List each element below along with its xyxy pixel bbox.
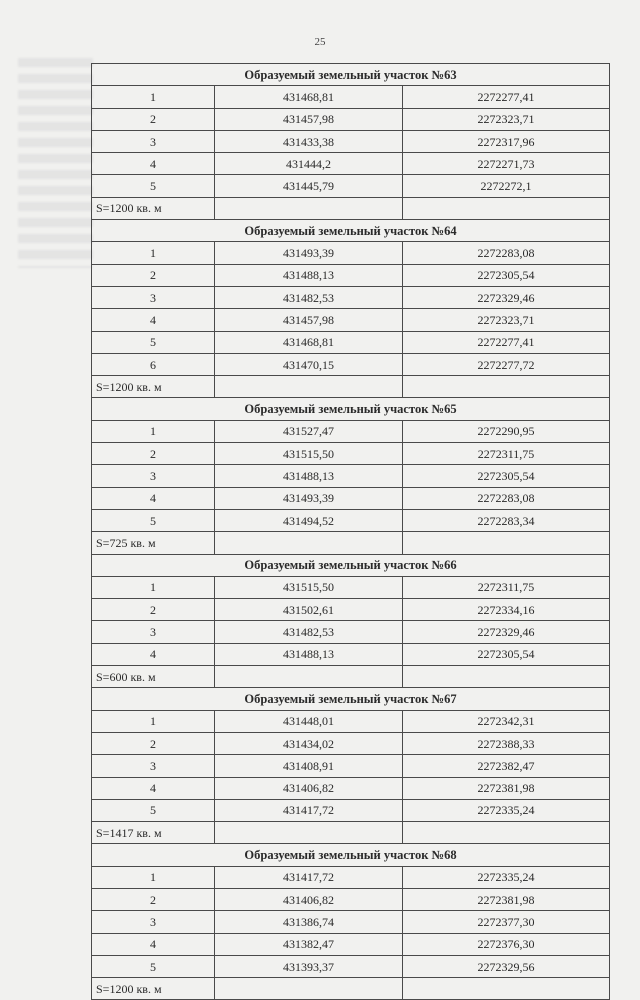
x-coordinate: 431482,53	[215, 621, 403, 643]
plot-area: S=1200 кв. м	[92, 376, 215, 398]
y-coordinate: 2272329,56	[403, 955, 610, 977]
plot-title: Образуемый земельный участок №63	[92, 64, 610, 86]
area-row	[92, 532, 610, 554]
point-number: 4	[92, 487, 215, 509]
x-coordinate: 431527,47	[215, 420, 403, 442]
x-coordinate: 431382,47	[215, 933, 403, 955]
point-number: 2	[92, 264, 215, 286]
y-coordinate: 2272311,75	[403, 443, 610, 465]
plot-area: S=1200 кв. м	[92, 197, 215, 219]
point-number: 1	[92, 86, 215, 108]
point-number: 4	[92, 643, 215, 665]
table-row	[92, 755, 610, 777]
point-number: 3	[92, 755, 215, 777]
x-coordinate: 431488,13	[215, 465, 403, 487]
table-row	[92, 353, 610, 375]
point-number: 4	[92, 933, 215, 955]
table-row	[92, 108, 610, 130]
point-number: 1	[92, 420, 215, 442]
point-number: 2	[92, 599, 215, 621]
y-coordinate: 2272272,1	[403, 175, 610, 197]
empty-cell	[403, 822, 610, 844]
point-number: 3	[92, 911, 215, 933]
y-coordinate: 2272335,24	[403, 799, 610, 821]
table-row	[92, 286, 610, 308]
empty-cell	[215, 666, 403, 688]
y-coordinate: 2272335,24	[403, 866, 610, 888]
y-coordinate: 2272277,72	[403, 353, 610, 375]
table-row	[92, 465, 610, 487]
x-coordinate: 431457,98	[215, 309, 403, 331]
x-coordinate: 431493,39	[215, 487, 403, 509]
x-coordinate: 431515,50	[215, 576, 403, 598]
point-number: 4	[92, 309, 215, 331]
x-coordinate: 431393,37	[215, 955, 403, 977]
empty-cell	[215, 197, 403, 219]
table-row	[92, 710, 610, 732]
empty-cell	[403, 666, 610, 688]
x-coordinate: 431502,61	[215, 599, 403, 621]
plot-title: Образуемый земельный участок №64	[92, 220, 610, 242]
y-coordinate: 2272277,41	[403, 331, 610, 353]
x-coordinate: 431444,2	[215, 153, 403, 175]
point-number: 3	[92, 130, 215, 152]
x-coordinate: 431434,02	[215, 732, 403, 754]
y-coordinate: 2272381,98	[403, 777, 610, 799]
x-coordinate: 431448,01	[215, 710, 403, 732]
x-coordinate: 431470,15	[215, 353, 403, 375]
table-row	[92, 866, 610, 888]
point-number: 5	[92, 509, 215, 531]
point-number: 2	[92, 108, 215, 130]
plot-area: S=600 кв. м	[92, 666, 215, 688]
x-coordinate: 431406,82	[215, 888, 403, 910]
y-coordinate: 2272382,47	[403, 755, 610, 777]
y-coordinate: 2272329,46	[403, 621, 610, 643]
y-coordinate: 2272283,08	[403, 242, 610, 264]
table-row	[92, 86, 610, 108]
table-row	[92, 576, 610, 598]
table-row	[92, 487, 610, 509]
x-coordinate: 431494,52	[215, 509, 403, 531]
point-number: 3	[92, 621, 215, 643]
plot-area: S=725 кв. м	[92, 532, 215, 554]
point-number: 1	[92, 576, 215, 598]
y-coordinate: 2272305,54	[403, 264, 610, 286]
table-row	[92, 309, 610, 331]
empty-cell	[403, 376, 610, 398]
point-number: 5	[92, 331, 215, 353]
y-coordinate: 2272311,75	[403, 576, 610, 598]
point-number: 5	[92, 955, 215, 977]
table-row	[92, 732, 610, 754]
table-row	[92, 599, 610, 621]
table-row	[92, 443, 610, 465]
y-coordinate: 2272377,30	[403, 911, 610, 933]
plot-title: Образуемый земельный участок №66	[92, 554, 610, 576]
x-coordinate: 431457,98	[215, 108, 403, 130]
x-coordinate: 431417,72	[215, 799, 403, 821]
area-row	[92, 978, 610, 1000]
empty-cell	[403, 532, 610, 554]
coordinates-table	[91, 63, 610, 1000]
plot-header-row	[92, 220, 610, 242]
y-coordinate: 2272305,54	[403, 465, 610, 487]
y-coordinate: 2272329,46	[403, 286, 610, 308]
point-number: 3	[92, 465, 215, 487]
empty-cell	[215, 376, 403, 398]
table-row	[92, 955, 610, 977]
plot-header-row	[92, 844, 610, 866]
x-coordinate: 431386,74	[215, 911, 403, 933]
x-coordinate: 431408,91	[215, 755, 403, 777]
point-number: 2	[92, 443, 215, 465]
table-row	[92, 933, 610, 955]
area-row	[92, 666, 610, 688]
point-number: 5	[92, 175, 215, 197]
point-number: 2	[92, 732, 215, 754]
plot-title: Образуемый земельный участок №68	[92, 844, 610, 866]
y-coordinate: 2272317,96	[403, 130, 610, 152]
x-coordinate: 431482,53	[215, 286, 403, 308]
y-coordinate: 2272323,71	[403, 309, 610, 331]
table-row	[92, 799, 610, 821]
y-coordinate: 2272290,95	[403, 420, 610, 442]
table-row	[92, 509, 610, 531]
y-coordinate: 2272283,08	[403, 487, 610, 509]
table-row	[92, 331, 610, 353]
x-coordinate: 431406,82	[215, 777, 403, 799]
point-number: 5	[92, 799, 215, 821]
coordinates-table-body	[92, 64, 610, 1000]
table-row	[92, 911, 610, 933]
table-row	[92, 175, 610, 197]
y-coordinate: 2272277,41	[403, 86, 610, 108]
point-number: 4	[92, 153, 215, 175]
plot-title: Образуемый земельный участок №65	[92, 398, 610, 420]
y-coordinate: 2272381,98	[403, 888, 610, 910]
area-row	[92, 376, 610, 398]
table-row	[92, 888, 610, 910]
point-number: 2	[92, 888, 215, 910]
area-row	[92, 822, 610, 844]
table-row	[92, 153, 610, 175]
y-coordinate: 2272388,33	[403, 732, 610, 754]
empty-cell	[215, 978, 403, 1000]
plot-header-row	[92, 64, 610, 86]
point-number: 4	[92, 777, 215, 799]
table-row	[92, 420, 610, 442]
plot-header-row	[92, 688, 610, 710]
y-coordinate: 2272283,34	[403, 509, 610, 531]
point-number: 1	[92, 710, 215, 732]
plot-header-row	[92, 554, 610, 576]
table-row	[92, 130, 610, 152]
x-coordinate: 431468,81	[215, 86, 403, 108]
page-number: 25	[314, 36, 326, 48]
plot-area: S=1417 кв. м	[92, 822, 215, 844]
table-row	[92, 242, 610, 264]
y-coordinate: 2272376,30	[403, 933, 610, 955]
x-coordinate: 431433,38	[215, 130, 403, 152]
empty-cell	[403, 197, 610, 219]
plot-header-row	[92, 398, 610, 420]
point-number: 1	[92, 242, 215, 264]
y-coordinate: 2272342,31	[403, 710, 610, 732]
empty-cell	[215, 822, 403, 844]
table-row	[92, 264, 610, 286]
plot-title: Образуемый земельный участок №67	[92, 688, 610, 710]
table-row	[92, 777, 610, 799]
x-coordinate: 431445,79	[215, 175, 403, 197]
y-coordinate: 2272271,73	[403, 153, 610, 175]
x-coordinate: 431493,39	[215, 242, 403, 264]
y-coordinate: 2272334,16	[403, 599, 610, 621]
point-number: 6	[92, 353, 215, 375]
table-row	[92, 621, 610, 643]
x-coordinate: 431488,13	[215, 264, 403, 286]
table-row	[92, 643, 610, 665]
x-coordinate: 431417,72	[215, 866, 403, 888]
plot-area: S=1200 кв. м	[92, 978, 215, 1000]
y-coordinate: 2272305,54	[403, 643, 610, 665]
bleed-through-shadow	[18, 58, 93, 268]
x-coordinate: 431488,13	[215, 643, 403, 665]
point-number: 1	[92, 866, 215, 888]
point-number: 3	[92, 286, 215, 308]
x-coordinate: 431515,50	[215, 443, 403, 465]
empty-cell	[403, 978, 610, 1000]
x-coordinate: 431468,81	[215, 331, 403, 353]
empty-cell	[215, 532, 403, 554]
y-coordinate: 2272323,71	[403, 108, 610, 130]
area-row	[92, 197, 610, 219]
